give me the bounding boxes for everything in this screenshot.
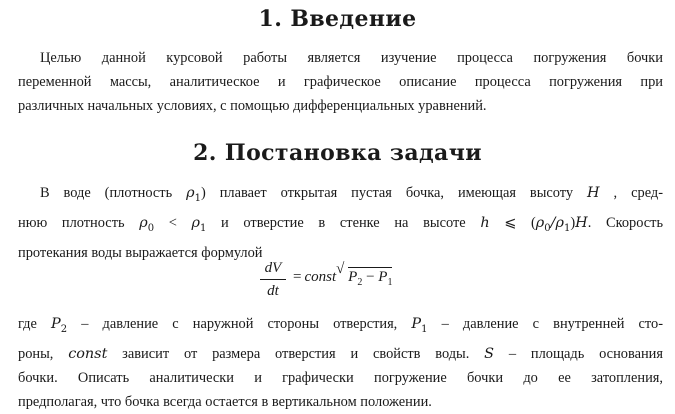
math-const: const [68,345,108,362]
math-S: S [484,345,495,362]
problem-paragraph [18,181,663,265]
text-line: различных начальных условиях, с помощью дифференциальных уравнений. [18,98,487,114]
math-P2: $P_2$ [51,316,68,335]
math-rho1: $\rho_1$ [186,185,201,204]
introduction-paragraph [18,46,663,118]
math-H: H [587,185,600,201]
text-line: протекания воды выражается формулой [18,244,263,261]
text-line: роны, const зависит от размера отверстия и свойств воды. S – площадь основания [18,345,663,362]
flow-rate-formula [260,258,440,302]
definitions-paragraph [18,312,663,414]
text-line: Целью данной курсовой работы является изучение процесса погружения бочки [40,50,663,66]
math-P1: $P_1$ [411,316,428,335]
math-ratio: $\rho_0/\rho_1$ [535,214,571,234]
math-h: h [480,214,490,231]
fraction-dv-dt: dV dt [260,258,286,301]
math-rho0: $\rho_0$ [139,214,155,234]
text-line: бочки. Описать аналитически и графически погружение бочки до ее затопления, [18,369,663,386]
math-H: H [575,214,588,231]
text-line: В воде (плотность $\rho_1$) плавает открытая пустая бочка, имеющая высоту H , сред- [40,185,664,204]
section-heading-problem-statement: 2. Постановка задачи [193,140,482,166]
text-line: нюю плотность $\rho_0 < \rho_1$ и отверстие в стенке на высоте h ⩽ $(\rho_0/\rho_1)H$. Скорость [18,214,664,234]
text-line: переменной массы, аналитическое и графическое описание процесса погружения при [18,74,663,90]
text-line: предполагая, что бочка всегда остается в вертикальном положении. [18,393,432,410]
section-heading-introduction: 1. Введение [258,6,417,32]
text-line: где $P_2$ – давление с наружной стороны отверстия, $P_1$ – давление с внутренней сто- [18,316,663,335]
square-root: √ $P_2 - P_1$ [336,261,393,288]
formula-rhs: = const √ $P_2 - P_1$ [293,261,393,288]
math-rho1: $\rho_1$ [191,214,207,234]
